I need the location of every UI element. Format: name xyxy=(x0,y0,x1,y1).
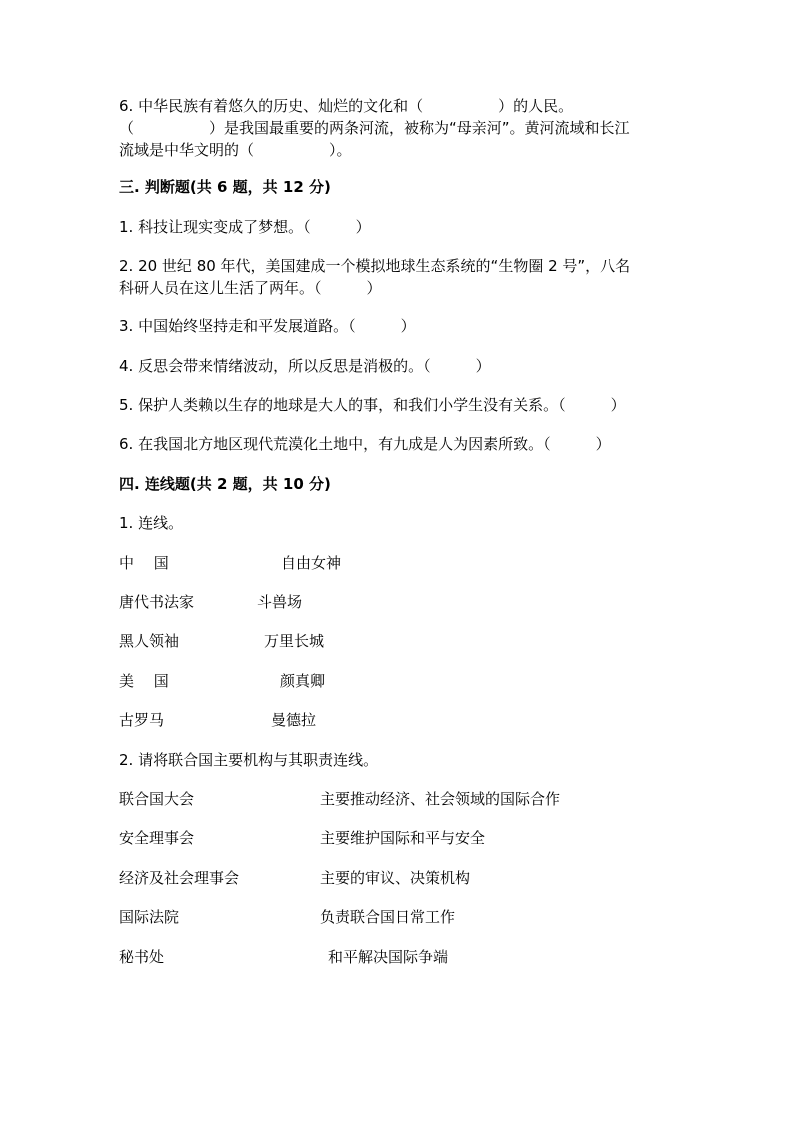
judgement-q2-line-2: 科研人员在这儿生活了两年。（ ） xyxy=(119,279,382,297)
judgement-q2-line-1: 2. 20 世纪 80 年代，美国建成一个模拟地球生态系统的“生物圈 2 号”，八名 xyxy=(119,257,631,275)
judgement-q1: 1. 科技让现实变成了梦想。（ ） xyxy=(119,218,371,236)
matching-q1-right-item: 曼德拉 xyxy=(271,711,317,729)
matching-q2-title: 2. 请将联合国主要机构与其职责连线。 xyxy=(119,751,379,769)
matching-q1-left-item: 美 国 xyxy=(119,672,169,690)
matching-q2-left-item: 联合国大会 xyxy=(119,790,195,808)
matching-q1-left-item: 古罗马 xyxy=(119,711,165,729)
matching-q2-right-item: 主要的审议、决策机构 xyxy=(320,869,471,887)
matching-q1-left-item: 唐代书法家 xyxy=(119,593,195,611)
matching-q2-left-item: 经济及社会理事会 xyxy=(119,869,240,887)
judgement-q4: 4. 反思会带来情绪波动，所以反思是消极的。（ ） xyxy=(119,357,491,375)
matching-q2-left-item: 安全理事会 xyxy=(119,829,195,847)
judgement-q3: 3. 中国始终坚持走和平发展道路。（ ） xyxy=(119,317,416,335)
fill-in-q6-line-1: 6. 中华民族有着悠久的历史、灿烂的文化和（ ）的人民。 xyxy=(119,97,574,115)
matching-q2-right-item: 主要推动经济、社会领域的国际合作 xyxy=(320,790,561,808)
matching-q1-right-item: 斗兽场 xyxy=(257,593,303,611)
matching-q2-right-item: 和平解决国际争端 xyxy=(328,948,449,966)
matching-q2-left-item: 国际法院 xyxy=(119,908,180,926)
judgement-q5: 5. 保护人类赖以生存的地球是大人的事，和我们小学生没有关系。（ ） xyxy=(119,396,626,414)
matching-q1-left-item: 中 国 xyxy=(119,554,169,572)
judgement-section-heading: 三. 判断题(共 6 题，共 12 分) xyxy=(119,178,331,196)
matching-q2-right-item: 主要维护国际和平与安全 xyxy=(320,829,486,847)
matching-q2-right-item: 负责联合国日常工作 xyxy=(320,908,456,926)
fill-in-q6-line-3: 流域是中华文明的（ ）。 xyxy=(119,141,352,159)
judgement-q6: 6. 在我国北方地区现代荒漠化土地中，有九成是人为因素所致。（ ） xyxy=(119,435,611,453)
matching-q1-right-item: 颜真卿 xyxy=(280,672,326,690)
matching-section-heading: 四. 连线题(共 2 题，共 10 分) xyxy=(119,475,331,493)
matching-q1-left-item: 黑人领袖 xyxy=(119,632,180,650)
matching-q2-left-item: 秘书处 xyxy=(119,948,165,966)
matching-q1-right-item: 自由女神 xyxy=(281,554,342,572)
matching-q1-right-item: 万里长城 xyxy=(264,632,325,650)
fill-in-q6-line-2: （ ）是我国最重要的两条河流，被称为“母亲河”。黄河流域和长江 xyxy=(119,119,630,137)
matching-q1-title: 1. 连线。 xyxy=(119,514,184,532)
